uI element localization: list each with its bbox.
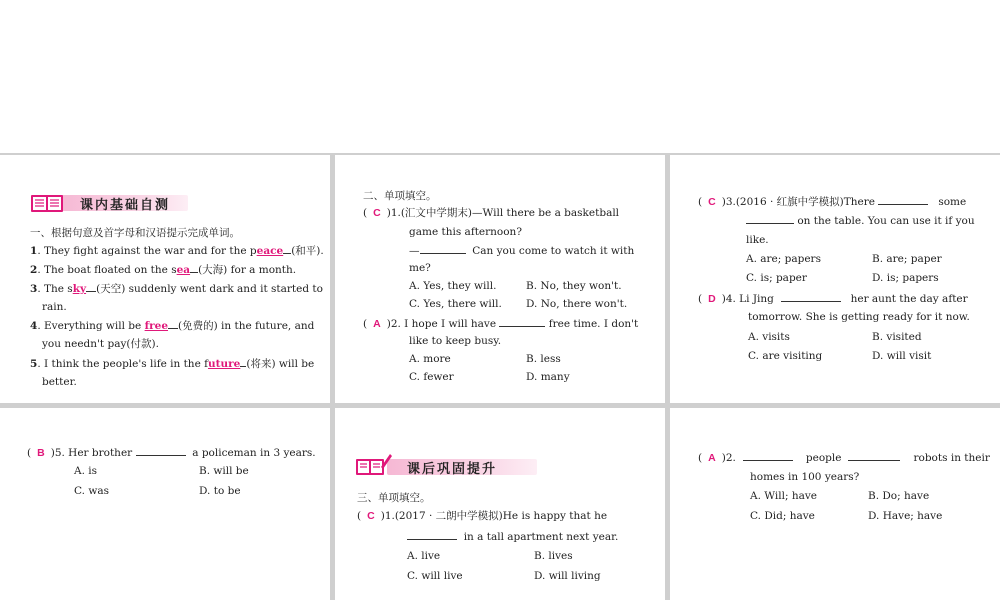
question-2: ( A )2. I hope I will have free time. I don't [363, 318, 639, 330]
option-c: C. will live [407, 570, 463, 582]
option-b: B. visited [872, 331, 922, 343]
section-title: 二、单项填空。 [363, 190, 437, 202]
book-pencil-icon [355, 453, 393, 477]
option-a: A. more [409, 353, 451, 365]
top-blank-area [0, 0, 1000, 153]
question-5: ( B )5. Her brother a policeman in 3 years. [27, 447, 316, 459]
option-a: A. are; papers [746, 253, 821, 265]
option-d: D. many [526, 371, 570, 383]
item-4: 4. Everything will be free (免费的) in the future, and [30, 320, 315, 332]
slide-3[interactable] [670, 155, 1000, 403]
option-d: D. will visit [872, 350, 932, 362]
option-d: D. to be [199, 485, 241, 497]
section-header [30, 192, 200, 214]
option-c: C. are visiting [748, 350, 823, 362]
question-2-line-2: like to keep busy. [409, 335, 502, 347]
option-a: A. Will; have [750, 490, 817, 502]
option-a: A. visits [748, 331, 790, 343]
slide-2[interactable] [335, 155, 665, 403]
question-3: ( C )3.(2016 · 红旗中学模拟)There some [698, 196, 967, 208]
option-d: D. is; papers [872, 272, 939, 284]
option-b: B. lives [534, 550, 573, 562]
question-1-line-3: — Can you come to watch it with [409, 245, 635, 257]
option-a: A. is [74, 465, 98, 477]
header-label: 课内基础自测 [80, 198, 171, 213]
item-3-cont: rain. [42, 301, 67, 313]
option-b: B. No, they won't. [526, 280, 622, 292]
question-1-line-4: me? [409, 262, 431, 274]
option-d: D. No, there won't. [526, 298, 628, 310]
option-c: C. is; paper [746, 272, 807, 284]
option-d: D. Have; have [868, 510, 943, 522]
item-5-cont: better. [42, 376, 77, 388]
option-c: C. Did; have [750, 510, 815, 522]
item-1: 1. They fight against the war and for the peace (和平). [30, 245, 324, 257]
slide-4[interactable] [0, 408, 330, 600]
header-label: 课后巩固提升 [407, 462, 498, 477]
question-2-line-2: homes in 100 years? [750, 471, 860, 483]
question-1-line-2: in a tall apartment next year. [407, 529, 618, 544]
question-2: ( A )2. people robots in their [698, 452, 990, 464]
section-header [355, 456, 555, 478]
slide-6[interactable] [670, 408, 1000, 600]
question-1: ( C )1.(汇文中学期末)—Will there be a basketball [363, 207, 620, 219]
book-icon [30, 192, 66, 214]
question-1-line-2: game this afternoon? [409, 226, 522, 238]
question-4: ( D )4. Li Jing her aunt the day after [698, 293, 968, 305]
option-b: B. Do; have [868, 490, 930, 502]
question-1: ( C )1.(2017 · 二朗中学模拟)He is happy that he [357, 510, 608, 522]
option-c: C. fewer [409, 371, 454, 383]
section-title: 一、根据句意及首字母和汉语提示完成单词。 [30, 227, 240, 239]
question-3-line-3: like. [746, 234, 769, 246]
item-2: 2. The boat floated on the sea (大海) for a month. [30, 264, 297, 276]
slide-5[interactable] [335, 408, 665, 600]
option-a: A. live [407, 550, 441, 562]
option-b: B. are; paper [872, 253, 942, 265]
option-c: C. was [74, 485, 109, 497]
item-4-cont: you needn't pay(付款). [42, 338, 159, 350]
slide-1[interactable] [0, 155, 330, 403]
question-4-line-2: tomorrow. She is getting ready for it now. [748, 311, 970, 323]
option-c: C. Yes, there will. [409, 298, 502, 310]
item-3: 3. The sky (天空) suddenly went dark and it started to [30, 283, 323, 295]
option-b: B. less [526, 353, 561, 365]
question-3-line-2: on the table. You can use it if you [746, 213, 975, 228]
option-b: B. will be [199, 465, 249, 477]
section-title: 三、单项填空。 [357, 492, 431, 504]
option-d: D. will living [534, 570, 601, 582]
item-5: 5. I think the people's life in the future (将来) will be [30, 358, 315, 370]
option-a: A. Yes, they will. [409, 280, 497, 292]
